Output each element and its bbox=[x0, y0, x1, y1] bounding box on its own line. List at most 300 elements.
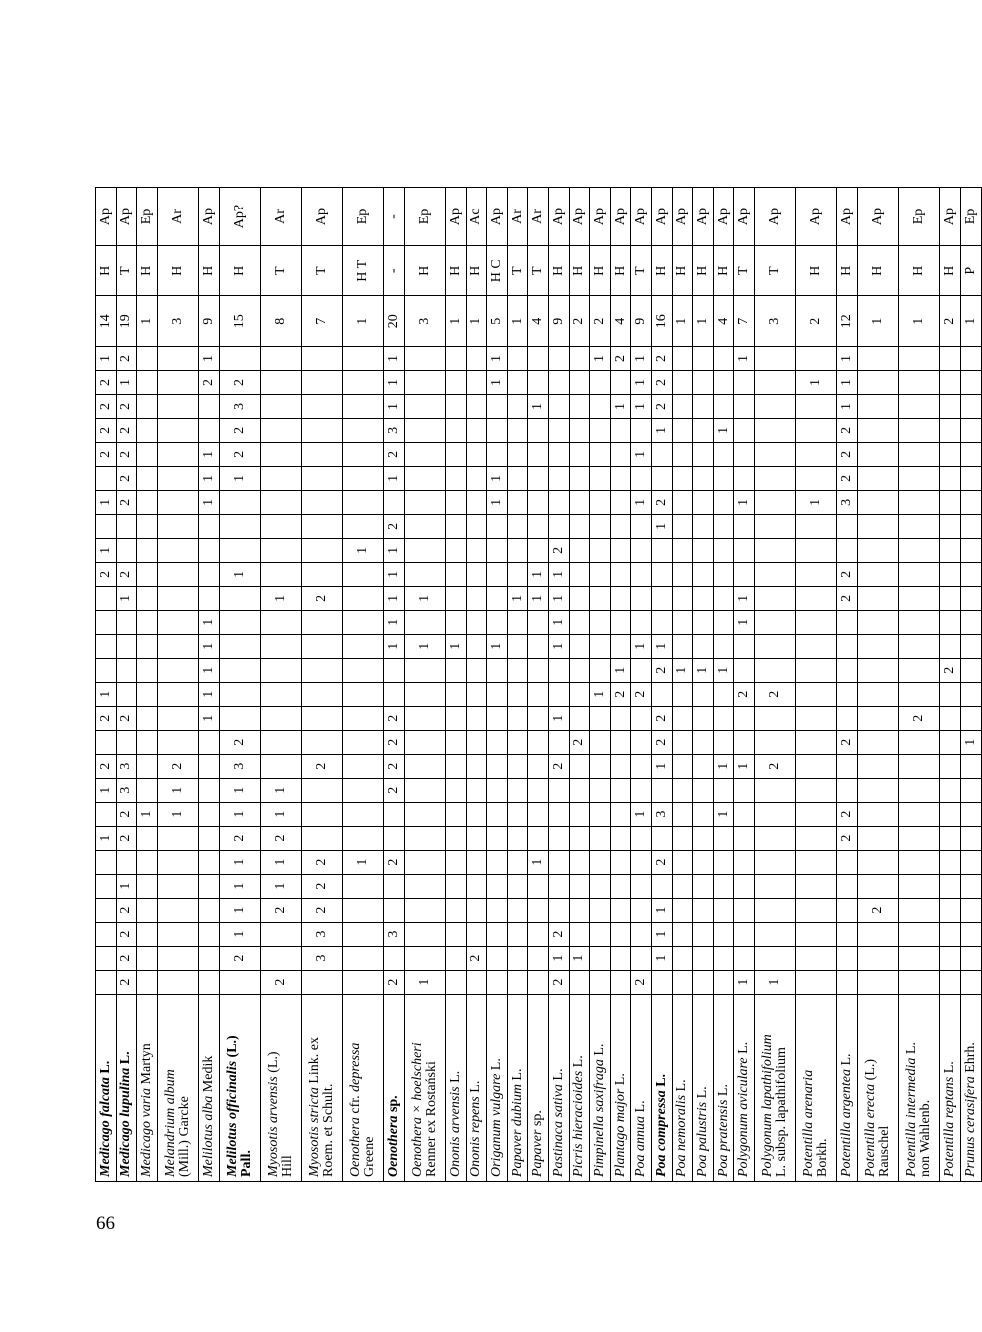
abundance-cell bbox=[734, 514, 755, 538]
abundance-cell bbox=[960, 370, 981, 394]
table-row bbox=[157, 188, 198, 1182]
abundance-cell bbox=[857, 490, 898, 514]
abundance-cell: 2 bbox=[569, 730, 590, 754]
origin-cell: Ap bbox=[857, 188, 898, 246]
abundance-cell bbox=[96, 610, 117, 634]
abundance-cell bbox=[343, 370, 384, 394]
abundance-cell bbox=[260, 658, 301, 682]
species-name-cell bbox=[343, 994, 384, 1181]
table-row bbox=[219, 188, 260, 1182]
abundance-cell bbox=[404, 394, 445, 418]
abundance-cell bbox=[713, 466, 734, 490]
abundance-cell bbox=[652, 466, 673, 490]
species-name-part: Papaver dubium bbox=[509, 1084, 525, 1177]
abundance-cell bbox=[137, 418, 158, 442]
abundance-cell bbox=[755, 802, 796, 826]
species-name-part: Link. ex bbox=[307, 1037, 323, 1088]
abundance-cell bbox=[343, 874, 384, 898]
abundance-cell bbox=[652, 682, 673, 706]
abundance-cell bbox=[507, 442, 528, 466]
species-name-part: Origanum vulgare bbox=[489, 1073, 505, 1177]
abundance-cell: 1 bbox=[219, 922, 260, 946]
abundance-cell bbox=[693, 970, 714, 994]
abundance-cell bbox=[446, 970, 467, 994]
abundance-cell: 2 bbox=[837, 826, 858, 850]
abundance-cell bbox=[219, 682, 260, 706]
abundance-cell bbox=[940, 826, 961, 850]
life-form-cell: H bbox=[96, 246, 117, 296]
abundance-cell bbox=[404, 682, 445, 706]
abundance-cell: 2 bbox=[219, 418, 260, 442]
abundance-cell bbox=[940, 418, 961, 442]
abundance-cell bbox=[549, 346, 570, 370]
abundance-cell bbox=[466, 538, 487, 562]
life-form-cell: T bbox=[528, 246, 549, 296]
abundance-cell bbox=[96, 802, 117, 826]
abundance-cell bbox=[693, 754, 714, 778]
abundance-cell bbox=[528, 922, 549, 946]
abundance-cell bbox=[137, 874, 158, 898]
abundance-cell: 2 bbox=[157, 754, 198, 778]
abundance-cell: 2 bbox=[219, 826, 260, 850]
abundance-cell bbox=[734, 802, 755, 826]
abundance-cell bbox=[260, 370, 301, 394]
abundance-cell: 1 bbox=[198, 490, 219, 514]
abundance-cell bbox=[569, 346, 590, 370]
abundance-cell: 1 bbox=[713, 802, 734, 826]
abundance-cell bbox=[899, 778, 940, 802]
abundance-cell: 1 bbox=[260, 778, 301, 802]
species-name-part: L. bbox=[509, 1068, 525, 1085]
abundance-cell bbox=[528, 946, 549, 970]
species-name-part: Hill bbox=[279, 1155, 295, 1177]
abundance-cell bbox=[466, 514, 487, 538]
abundance-cell bbox=[857, 826, 898, 850]
species-name-part: Pastinaca sativa bbox=[550, 1084, 566, 1177]
abundance-cell bbox=[116, 850, 137, 874]
species-name-part: L. bbox=[653, 1073, 669, 1091]
species-name-cell bbox=[693, 994, 714, 1181]
abundance-cell bbox=[301, 610, 342, 634]
species-name-part: Plantago major bbox=[612, 1088, 628, 1177]
species-name-part: (L.) bbox=[224, 1035, 240, 1061]
abundance-cell bbox=[755, 442, 796, 466]
abundance-cell bbox=[198, 922, 219, 946]
abundance-cell bbox=[507, 538, 528, 562]
abundance-cell bbox=[672, 778, 693, 802]
abundance-cell bbox=[219, 610, 260, 634]
abundance-cell bbox=[528, 370, 549, 394]
abundance-cell bbox=[549, 826, 570, 850]
life-form-cell: T bbox=[116, 246, 137, 296]
abundance-cell bbox=[219, 634, 260, 658]
abundance-cell bbox=[837, 946, 858, 970]
abundance-cell bbox=[693, 730, 714, 754]
abundance-cell bbox=[137, 394, 158, 418]
abundance-cell bbox=[940, 778, 961, 802]
abundance-cell: 1 bbox=[590, 682, 611, 706]
abundance-cell: 1 bbox=[528, 850, 549, 874]
abundance-cell bbox=[672, 346, 693, 370]
abundance-cell bbox=[940, 682, 961, 706]
abundance-cell bbox=[734, 946, 755, 970]
abundance-cell bbox=[796, 610, 837, 634]
abundance-cell bbox=[198, 802, 219, 826]
abundance-cell bbox=[343, 682, 384, 706]
abundance-cell bbox=[157, 562, 198, 586]
abundance-cell bbox=[487, 418, 508, 442]
abundance-cell bbox=[528, 610, 549, 634]
abundance-cell bbox=[569, 466, 590, 490]
abundance-cell bbox=[157, 658, 198, 682]
abundance-cell: 2 bbox=[549, 922, 570, 946]
abundance-cell: 1 bbox=[446, 634, 467, 658]
origin-cell: Ap bbox=[301, 188, 342, 246]
life-form-cell: H bbox=[590, 246, 611, 296]
abundance-cell bbox=[631, 946, 652, 970]
abundance-cell bbox=[507, 778, 528, 802]
frequency-cell: 3 bbox=[157, 296, 198, 346]
abundance-cell: 2 bbox=[652, 658, 673, 682]
abundance-cell bbox=[260, 538, 301, 562]
table-row bbox=[652, 188, 673, 1182]
abundance-cell bbox=[487, 850, 508, 874]
frequency-cell: 2 bbox=[569, 296, 590, 346]
abundance-cell bbox=[610, 946, 631, 970]
abundance-cell: 1 bbox=[528, 562, 549, 586]
species-name-part: L. bbox=[674, 1079, 690, 1095]
abundance-cell bbox=[549, 658, 570, 682]
abundance-cell: 3 bbox=[219, 754, 260, 778]
abundance-cell bbox=[960, 466, 981, 490]
table-row bbox=[343, 188, 384, 1182]
species-name-part: L. bbox=[571, 1055, 587, 1071]
abundance-cell bbox=[487, 394, 508, 418]
abundance-cell bbox=[301, 514, 342, 538]
abundance-cell bbox=[960, 658, 981, 682]
abundance-cell bbox=[569, 586, 590, 610]
abundance-cell bbox=[940, 874, 961, 898]
species-name-part: L. bbox=[942, 1061, 958, 1077]
abundance-cell bbox=[96, 658, 117, 682]
origin-cell: Ep bbox=[343, 188, 384, 246]
abundance-cell bbox=[260, 634, 301, 658]
abundance-cell bbox=[446, 850, 467, 874]
origin-cell: Ap bbox=[569, 188, 590, 246]
abundance-cell bbox=[713, 826, 734, 850]
abundance-cell bbox=[198, 586, 219, 610]
abundance-cell: 1 bbox=[404, 586, 445, 610]
origin-cell: Ep bbox=[899, 188, 940, 246]
abundance-cell bbox=[137, 586, 158, 610]
abundance-cell bbox=[631, 898, 652, 922]
abundance-cell: 2 bbox=[301, 586, 342, 610]
abundance-cell bbox=[590, 898, 611, 922]
table-row bbox=[137, 188, 158, 1182]
abundance-cell bbox=[507, 658, 528, 682]
table-row bbox=[569, 188, 590, 1182]
species-name-part: L. bbox=[612, 1073, 628, 1089]
abundance-cell bbox=[672, 706, 693, 730]
abundance-cell bbox=[899, 826, 940, 850]
abundance-cell bbox=[837, 970, 858, 994]
abundance-cell bbox=[549, 466, 570, 490]
abundance-cell bbox=[590, 946, 611, 970]
abundance-cell bbox=[137, 850, 158, 874]
abundance-cell bbox=[631, 610, 652, 634]
abundance-cell bbox=[466, 730, 487, 754]
abundance-cell: 1 bbox=[260, 586, 301, 610]
abundance-cell: 1 bbox=[734, 610, 755, 634]
abundance-cell: 2 bbox=[116, 970, 137, 994]
abundance-cell bbox=[734, 706, 755, 730]
frequency-cell: 2 bbox=[940, 296, 961, 346]
abundance-cell bbox=[857, 394, 898, 418]
species-name-cell bbox=[384, 994, 405, 1181]
abundance-cell bbox=[693, 778, 714, 802]
abundance-cell bbox=[899, 898, 940, 922]
abundance-cell bbox=[796, 802, 837, 826]
abundance-cell: 2 bbox=[755, 754, 796, 778]
abundance-cell bbox=[610, 850, 631, 874]
origin-cell: Ar bbox=[157, 188, 198, 246]
abundance-cell bbox=[796, 562, 837, 586]
abundance-cell bbox=[755, 346, 796, 370]
abundance-cell: 1 bbox=[404, 634, 445, 658]
abundance-cell bbox=[713, 946, 734, 970]
abundance-cell: 1 bbox=[384, 586, 405, 610]
abundance-cell bbox=[487, 562, 508, 586]
abundance-cell: 1 bbox=[549, 946, 570, 970]
abundance-cell: 1 bbox=[96, 490, 117, 514]
abundance-cell bbox=[837, 610, 858, 634]
frequency-cell: 7 bbox=[734, 296, 755, 346]
abundance-cell bbox=[466, 802, 487, 826]
abundance-cell bbox=[672, 394, 693, 418]
abundance-cell bbox=[137, 346, 158, 370]
abundance-cell: 1 bbox=[796, 490, 837, 514]
abundance-cell bbox=[857, 682, 898, 706]
abundance-cell bbox=[960, 634, 981, 658]
species-name-part: Ononis arvensis bbox=[447, 1086, 463, 1177]
abundance-cell bbox=[713, 562, 734, 586]
abundance-cell: 2 bbox=[549, 754, 570, 778]
abundance-cell bbox=[940, 442, 961, 466]
abundance-cell: 1 bbox=[631, 442, 652, 466]
abundance-cell bbox=[837, 874, 858, 898]
table-row bbox=[507, 188, 528, 1182]
abundance-cell: 2 bbox=[96, 706, 117, 730]
abundance-cell: 1 bbox=[384, 370, 405, 394]
abundance-cell bbox=[960, 826, 981, 850]
abundance-cell bbox=[528, 634, 549, 658]
abundance-cell bbox=[672, 682, 693, 706]
species-name-cell bbox=[404, 994, 445, 1181]
abundance-cell bbox=[960, 898, 981, 922]
abundance-cell bbox=[940, 706, 961, 730]
abundance-cell: 1 bbox=[198, 658, 219, 682]
species-name-cell bbox=[466, 994, 487, 1181]
species-name-part: Ononis repens bbox=[468, 1096, 484, 1177]
abundance-cell bbox=[755, 850, 796, 874]
abundance-cell bbox=[549, 802, 570, 826]
abundance-cell bbox=[610, 970, 631, 994]
abundance-cell bbox=[857, 346, 898, 370]
table-row bbox=[960, 188, 981, 1182]
abundance-cell bbox=[569, 898, 590, 922]
abundance-cell: 1 bbox=[260, 802, 301, 826]
abundance-cell: 1 bbox=[549, 562, 570, 586]
abundance-cell bbox=[899, 538, 940, 562]
abundance-cell bbox=[940, 370, 961, 394]
abundance-cell: 1 bbox=[384, 634, 405, 658]
species-name-cell bbox=[137, 994, 158, 1181]
abundance-cell: 1 bbox=[198, 634, 219, 658]
abundance-cell bbox=[466, 370, 487, 394]
species-name-part: sp. bbox=[530, 1110, 546, 1130]
abundance-cell bbox=[960, 442, 981, 466]
abundance-cell bbox=[631, 586, 652, 610]
abundance-cell: 2 bbox=[116, 466, 137, 490]
abundance-cell bbox=[343, 778, 384, 802]
abundance-cell bbox=[590, 970, 611, 994]
abundance-cell bbox=[960, 874, 981, 898]
abundance-cell bbox=[446, 586, 467, 610]
abundance-cell bbox=[569, 394, 590, 418]
species-name-part: non Wahlenb. bbox=[918, 1099, 934, 1177]
abundance-cell bbox=[672, 802, 693, 826]
abundance-cell bbox=[96, 874, 117, 898]
abundance-cell: 2 bbox=[857, 898, 898, 922]
abundance-cell bbox=[899, 562, 940, 586]
abundance-cell: 1 bbox=[693, 658, 714, 682]
species-name-cell bbox=[610, 994, 631, 1181]
abundance-cell bbox=[507, 970, 528, 994]
abundance-cell bbox=[507, 682, 528, 706]
abundance-cell bbox=[631, 706, 652, 730]
abundance-cell bbox=[590, 658, 611, 682]
abundance-cell bbox=[672, 634, 693, 658]
abundance-cell: 3 bbox=[384, 922, 405, 946]
abundance-cell bbox=[157, 346, 198, 370]
abundance-cell: 1 bbox=[960, 730, 981, 754]
abundance-cell bbox=[590, 754, 611, 778]
origin-cell: Ac bbox=[466, 188, 487, 246]
frequency-cell: 1 bbox=[672, 296, 693, 346]
frequency-cell: 14 bbox=[96, 296, 117, 346]
abundance-cell bbox=[899, 394, 940, 418]
abundance-cell bbox=[796, 682, 837, 706]
abundance-cell bbox=[301, 394, 342, 418]
abundance-cell: 1 bbox=[549, 634, 570, 658]
table-row bbox=[466, 188, 487, 1182]
abundance-cell bbox=[198, 514, 219, 538]
abundance-cell bbox=[404, 538, 445, 562]
origin-cell: Ap bbox=[631, 188, 652, 246]
abundance-cell bbox=[610, 538, 631, 562]
abundance-cell bbox=[507, 802, 528, 826]
abundance-cell bbox=[940, 514, 961, 538]
abundance-cell bbox=[137, 754, 158, 778]
abundance-cell bbox=[219, 346, 260, 370]
abundance-cell bbox=[446, 610, 467, 634]
table-row bbox=[940, 188, 961, 1182]
abundance-cell: 2 bbox=[219, 730, 260, 754]
frequency-cell: 5 bbox=[487, 296, 508, 346]
abundance-cell bbox=[569, 778, 590, 802]
abundance-cell bbox=[631, 922, 652, 946]
abundance-cell bbox=[96, 730, 117, 754]
abundance-cell: 1 bbox=[384, 466, 405, 490]
abundance-cell bbox=[404, 826, 445, 850]
abundance-cell bbox=[693, 586, 714, 610]
abundance-cell bbox=[507, 418, 528, 442]
abundance-cell: 1 bbox=[198, 706, 219, 730]
abundance-cell bbox=[528, 418, 549, 442]
abundance-cell bbox=[857, 802, 898, 826]
abundance-cell bbox=[507, 946, 528, 970]
frequency-cell: 3 bbox=[404, 296, 445, 346]
abundance-cell bbox=[569, 850, 590, 874]
abundance-cell bbox=[857, 754, 898, 778]
abundance-cell bbox=[734, 922, 755, 946]
table-row bbox=[693, 188, 714, 1182]
abundance-cell bbox=[960, 970, 981, 994]
abundance-cell: 1 bbox=[219, 850, 260, 874]
abundance-cell bbox=[569, 562, 590, 586]
abundance-cell bbox=[693, 850, 714, 874]
abundance-cell: 1 bbox=[219, 466, 260, 490]
species-name-part: L. bbox=[695, 1086, 711, 1102]
table-row bbox=[631, 188, 652, 1182]
abundance-cell bbox=[466, 466, 487, 490]
abundance-cell bbox=[837, 514, 858, 538]
abundance-cell bbox=[157, 946, 198, 970]
species-name-part: Poa pratensis bbox=[715, 1099, 731, 1177]
abundance-cell bbox=[198, 946, 219, 970]
abundance-cell: 2 bbox=[384, 514, 405, 538]
abundance-cell bbox=[755, 610, 796, 634]
life-form-cell: H T bbox=[343, 246, 384, 296]
abundance-cell bbox=[198, 778, 219, 802]
abundance-cell bbox=[837, 850, 858, 874]
abundance-cell bbox=[734, 538, 755, 562]
abundance-cell bbox=[446, 562, 467, 586]
abundance-cell bbox=[899, 586, 940, 610]
abundance-cell bbox=[446, 466, 467, 490]
abundance-cell bbox=[466, 706, 487, 730]
abundance-cell bbox=[487, 922, 508, 946]
abundance-cell bbox=[343, 514, 384, 538]
abundance-cell: 2 bbox=[549, 538, 570, 562]
abundance-cell bbox=[466, 586, 487, 610]
abundance-cell: 3 bbox=[116, 778, 137, 802]
species-name-part: Ehrh. bbox=[962, 1042, 978, 1077]
species-name-part: Medicago varia bbox=[138, 1087, 154, 1177]
abundance-cell bbox=[137, 778, 158, 802]
abundance-cell: 2 bbox=[116, 490, 137, 514]
abundance-cell bbox=[940, 802, 961, 826]
abundance-cell bbox=[713, 970, 734, 994]
abundance-cell bbox=[157, 898, 198, 922]
abundance-cell bbox=[837, 898, 858, 922]
abundance-cell: 1 bbox=[590, 346, 611, 370]
abundance-cell bbox=[755, 658, 796, 682]
abundance-cell bbox=[404, 730, 445, 754]
abundance-cell bbox=[137, 466, 158, 490]
life-form-cell: H bbox=[713, 246, 734, 296]
abundance-cell bbox=[796, 754, 837, 778]
